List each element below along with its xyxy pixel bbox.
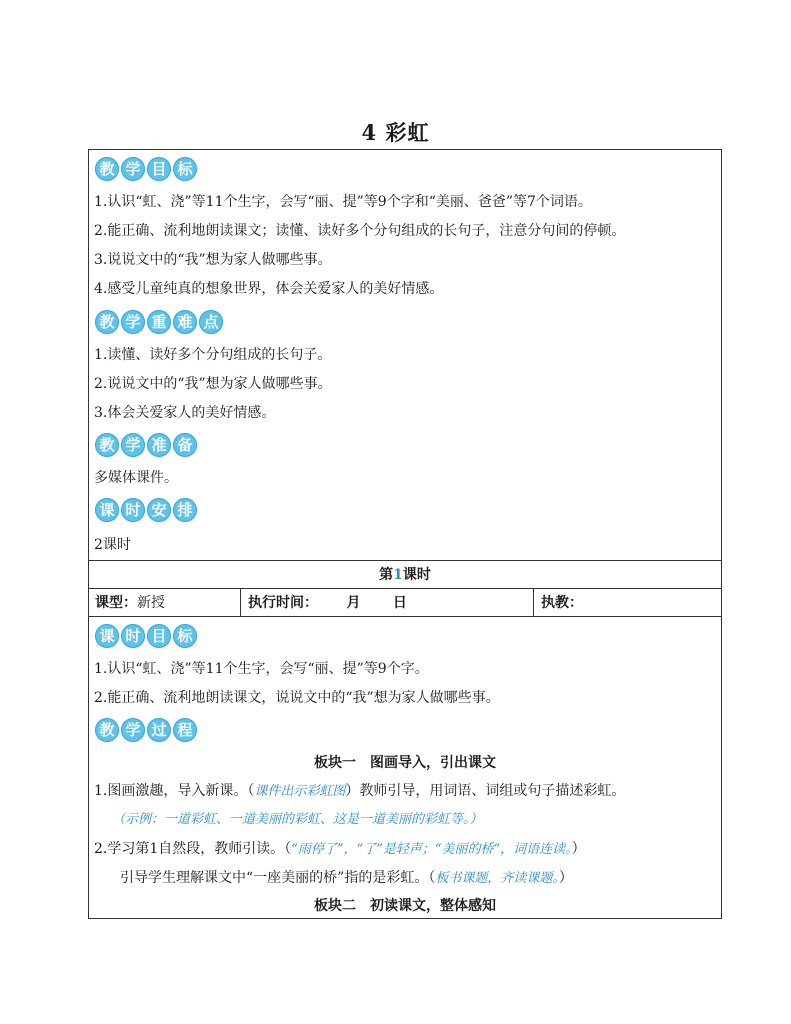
lesson-prefix: 第 — [379, 567, 394, 583]
divider — [533, 588, 534, 616]
step-note: 课件出示彩虹图 — [254, 784, 346, 799]
heading-char: 排 — [173, 498, 197, 522]
heading-char: 准 — [147, 433, 171, 457]
key-point-item: 3.体会关爱家人的美好情感。 — [94, 405, 276, 421]
goal-item: 4.感受儿童纯真的想象世界，体会关爱家人的美好情感。 — [94, 281, 444, 297]
lesson-type-value: 新授 — [137, 595, 165, 611]
divider — [88, 560, 722, 561]
goal-item: 2.能正确、流利地朗读课文；读懂、读好多个分句组成的长句子，注意分句间的停顿。 — [94, 223, 626, 239]
heading-char: 点 — [199, 310, 223, 334]
lesson-goal-item: 2.能正确、流利地朗读课文，说说文中的“我”想为家人做哪些事。 — [94, 690, 500, 706]
heading-char: 学 — [121, 433, 145, 457]
preparation-text: 多媒体课件。 — [94, 470, 178, 486]
divider — [88, 616, 722, 617]
heading-char: 过 — [147, 718, 171, 742]
heading-char: 时 — [121, 624, 145, 648]
step-text-rest: ）教师引导，用词语、词组或句子描述彩虹。 — [345, 783, 626, 799]
heading-char: 标 — [173, 624, 197, 648]
heading-char: 安 — [147, 498, 171, 522]
block2-title: 板块二 初读课文，整体感知 — [314, 898, 496, 914]
heading-char: 学 — [121, 718, 145, 742]
heading-char: 备 — [173, 433, 197, 457]
execution-time-label: 执行时间： — [248, 595, 318, 611]
section-heading-key-points — [95, 310, 223, 334]
goal-item: 3.说说文中的“我”想为家人做哪些事。 — [94, 252, 332, 268]
section-heading-lesson-goals — [95, 624, 197, 648]
divider — [88, 588, 722, 589]
heading-char: 重 — [147, 310, 171, 334]
heading-char: 学 — [121, 157, 145, 181]
step-note: 板书课题，齐读课题。 — [435, 871, 559, 886]
heading-char: 目 — [147, 624, 171, 648]
month-label: 月 — [346, 595, 361, 611]
section-heading-preparation — [95, 433, 197, 457]
step-text: 引导学生理解课文中“一座美丽的桥”指的是彩虹。（ — [120, 870, 436, 886]
section-heading-goals — [95, 157, 197, 181]
key-point-item: 2.说说文中的“我”想为家人做哪些事。 — [94, 376, 332, 392]
step-text: 1.图画激趣，导入新课。（ — [94, 783, 255, 799]
process-step-2 — [94, 840, 586, 859]
step-close: ） — [571, 841, 586, 857]
day-label: 日 — [392, 595, 407, 611]
heading-char: 课 — [95, 498, 119, 522]
section-heading-schedule — [95, 498, 197, 522]
teacher-label: 执教： — [541, 595, 583, 611]
heading-char: 时 — [121, 498, 145, 522]
schedule-text: 2课时 — [94, 537, 131, 553]
heading-char: 教 — [95, 310, 119, 334]
page-title: 4 彩虹 — [361, 120, 430, 145]
heading-char: 目 — [147, 157, 171, 181]
key-point-item: 1.读懂、读好多个分句组成的长句子。 — [94, 347, 332, 363]
heading-char: 标 — [173, 157, 197, 181]
teacher — [541, 594, 583, 612]
section-heading-process — [95, 718, 197, 742]
process-step-1 — [94, 782, 625, 801]
heading-char: 程 — [173, 718, 197, 742]
heading-char: 学 — [121, 310, 145, 334]
block1-title: 板块一 图画导入，引出课文 — [314, 755, 496, 771]
process-step-2-cont — [120, 869, 573, 888]
heading-char: 教 — [95, 433, 119, 457]
lesson-suffix: 课时 — [402, 567, 431, 583]
step-close: ） — [558, 870, 573, 886]
lesson-goal-item: 1.认识“虹、浇”等11个生字，会写“丽、提”等9个字。 — [94, 661, 429, 677]
divider — [240, 588, 241, 616]
process-example: （示例：一道彩虹、一道美丽的彩虹、这是一道美丽的彩虹等。） — [112, 812, 483, 827]
lesson-number: 1 — [393, 567, 403, 583]
step-text: 2.学习第1自然段，教师引读。（ — [94, 841, 292, 857]
execution-time — [248, 594, 407, 612]
goal-item: 1.认识“虹、浇”等11个生字，会写“丽、提”等9个字和“美丽、爸爸”等7个词语。 — [94, 194, 592, 210]
heading-char: 教 — [95, 157, 119, 181]
heading-char: 课 — [95, 624, 119, 648]
lesson-type — [95, 594, 165, 612]
heading-char: 教 — [95, 718, 119, 742]
heading-char: 难 — [173, 310, 197, 334]
lesson-type-label: 课型： — [95, 595, 137, 611]
lesson-number-label — [88, 566, 722, 584]
step-note: “雨停了”，“了”是轻声；“美丽的桥”，词语连读。 — [291, 842, 572, 857]
